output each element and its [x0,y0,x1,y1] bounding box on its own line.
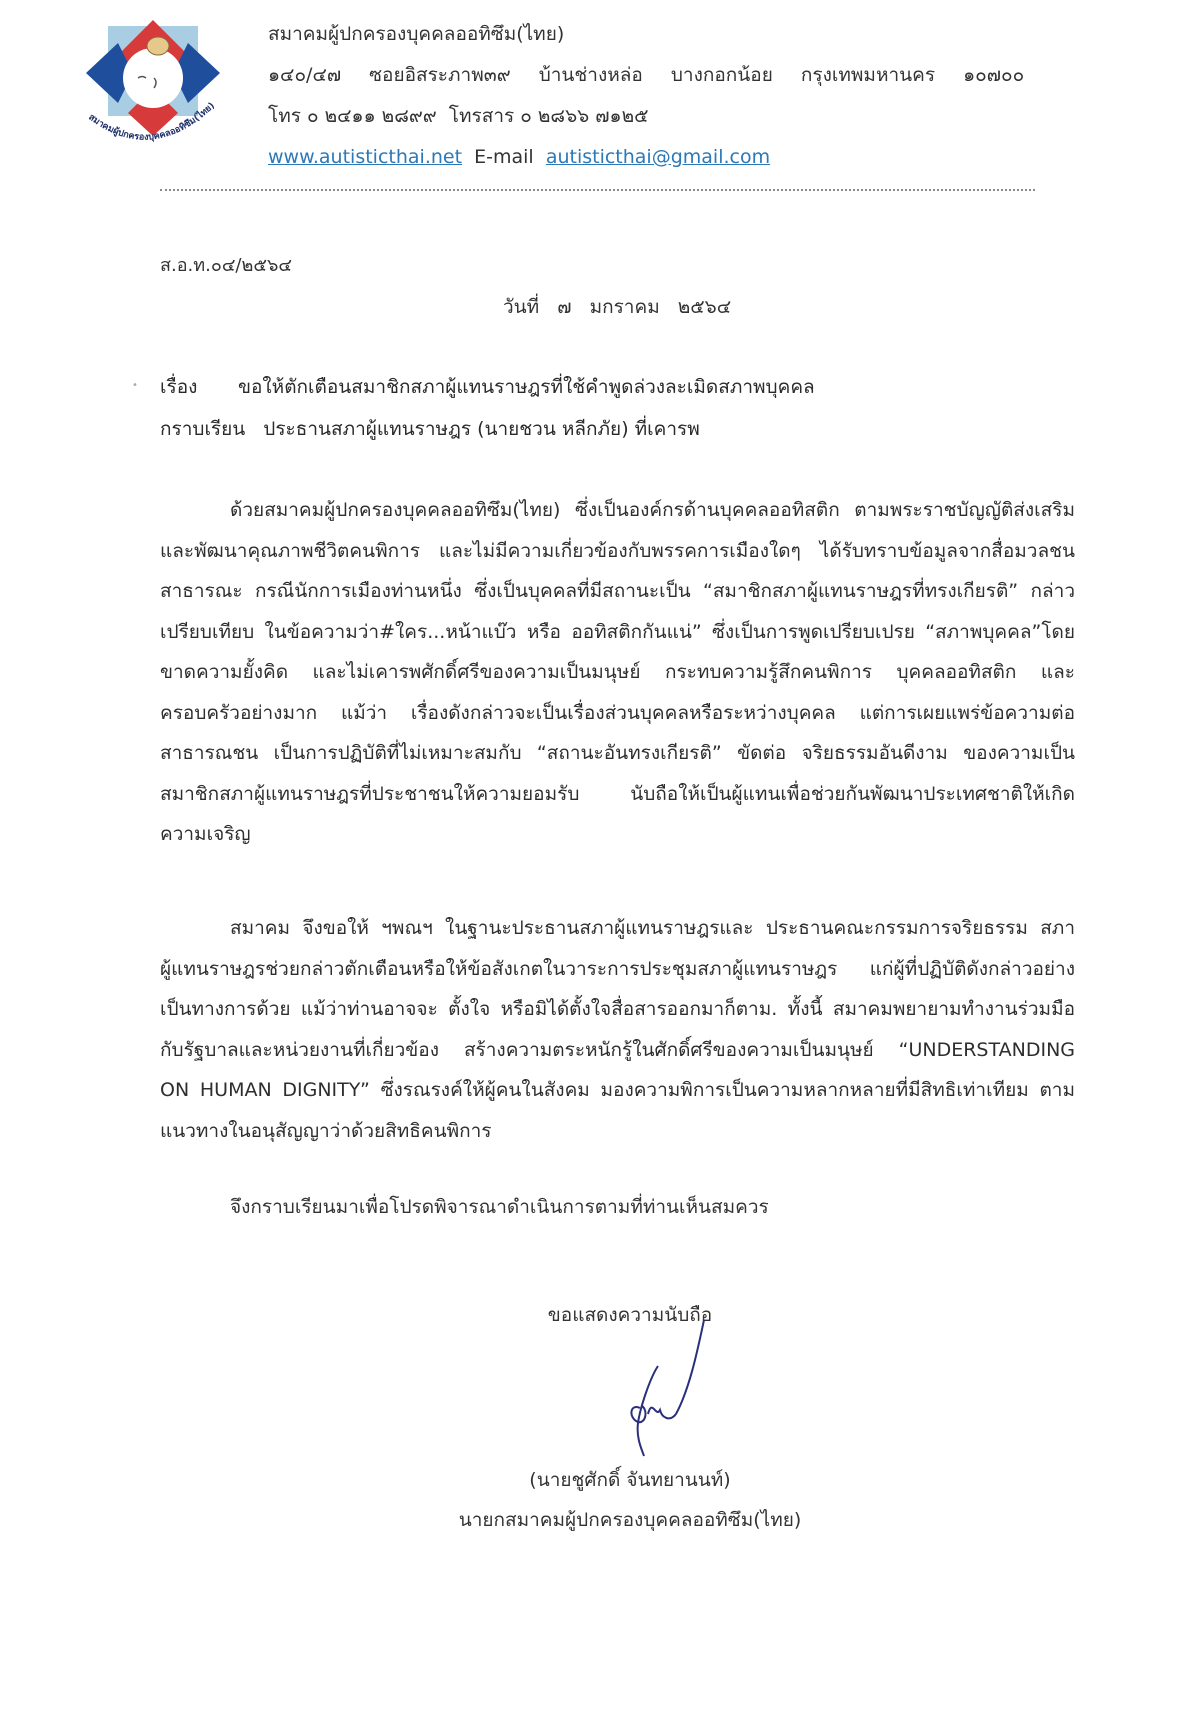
email-label: E-mail [474,146,534,168]
subject-line [160,372,815,402]
organization-address [268,55,1068,96]
paragraph-line: ผู้แทนราษฎรช่วยกล่าวตักเตือนหรือให้ข้อสังเกตในวาระการประชุมสภาผู้แทนราษฎร แก่ผู้ที่ปฏิบัติดังกล่าวอย่าง [160,957,1075,980]
paragraph-line: และพัฒนาคุณภาพชีวิตคนพิการ และไม่มีความเกี่ยวข้องกับพรรคการเมืองใดๆ ได้รับทราบข้อมูลจากสื่อมวลชน [160,539,1075,562]
subject-label: เรื่อง [160,376,198,398]
paragraph-line: กับรัฐบาลและหน่วยงานที่เกี่ยวข้อง สร้างความตระหนักรู้ในศักดิ์ศรีของความเป็นมนุษย์ “UNDERSTANDING [160,1038,1075,1061]
address-soi: ซอยอิสระภาพ๓๙ [369,64,511,86]
closing-request: จึงกราบเรียนมาเพื่อโปรดพิจารณาดำเนินการตามที่ท่านเห็นสมควร [230,1196,769,1218]
letterhead-divider [160,189,1035,191]
address-district: บางกอกน้อย [670,64,773,86]
body-paragraph-1 [160,490,1075,855]
date-day: ๗ [557,296,572,318]
paragraph-line: เปรียบเทียบ ในข้อความว่า#ใคร...หน้าแบ๊ว หรือ ออทิสติกกันแน่” ซึ่งเป็นการพูดเปรียบเปรย “สภาพบุคคล”โดย [160,620,1075,643]
address-province: กรุงเทพมหานคร [800,64,936,86]
email-link[interactable]: autisticthai@gmail.com [545,146,771,168]
fax-label: โทรสาร [448,105,515,127]
paragraph-line: สาธารณชน เป็นการปฏิบัติที่ไม่เหมาะสมกับ “สถานะอันทรงเกียรติ” ขัดต่อ จริยธรรมอันดีงาม ของความเป็น [160,742,1075,764]
fax-number: ๐ ๒๘๖๖ ๗๑๒๕ [520,105,649,127]
paragraph-line: ขาดความยั้งคิด และไม่เคารพศักดิ์ศรีของความเป็นมนุษย์ กระทบความรู้สึกคนพิการ บุคคลออทิสติก และ [160,661,1075,683]
subject-text: ขอให้ตักเตือนสมาชิกสภาผู้แทนราษฎรที่ใช้คำพูดล่วงละเมิดสภาพบุคคล [238,376,815,398]
paragraph-line: เป็นทางการด้วย แม้ว่าท่านอาจจะ ตั้งใจ หรือมิได้ตั้งใจสื่อสารออกมาก็ตาม. ทั้งนี้ สมาคมพยายามทำงานร่วมมือ [160,998,1075,1020]
handwritten-signature-icon [600,1318,710,1458]
scan-speck: • [132,380,138,391]
letter-date [503,292,743,322]
address-subdistrict: บ้านช่างหล่อ [538,64,643,86]
address-postcode: ๑๐๗๐๐ [963,64,1025,86]
salutation-label: กราบเรียน [160,418,246,440]
paragraph-line: ครอบครัวอย่างมาก แม้ว่า เรื่องดังกล่าวจะเป็นเรื่องส่วนบุคคลหรือระหว่างบุคคล แต่การเผยแพร่ข้อความต่อ [160,701,1075,724]
paragraph-line: สาธารณะ กรณีนักการเมืองท่านหนึ่ง ซึ่งเป็นบุคคลที่มีสถานะเป็น “สมาชิกสภาผู้แทนราษฎรที่ทรงเกียรติ” กล่าว [160,580,1075,602]
letterhead [268,14,1068,178]
paragraph-line: แนวทางในอนุสัญญาว่าด้วยสิทธิคนพิการ [160,1119,492,1142]
body-paragraph-2 [160,908,1075,1151]
organization-name: สมาคมผู้ปกครองบุคคลออทิซึม(ไทย) [268,23,565,45]
address-house-no: ๑๔๐/๔๗ [268,64,342,86]
salutation-line [160,414,700,444]
salutation-text: ประธานสภาผู้แทนราษฎร (นายชวน หลีกภัย) ที่เคารพ [263,418,700,440]
organization-contact-numbers [268,96,1068,137]
organization-web-contact [268,137,1068,178]
signer-name: (นายชูศักดิ์ จันทยานนท์) [529,1469,731,1491]
organization-logo [78,18,228,153]
closing-salutation: ขอแสดงความนับถือ [547,1304,713,1326]
date-month: มกราคม [589,296,660,318]
paragraph-line: ON HUMAN DIGNITY” ซึ่งรณรงค์ให้ผู้คนในสังคม มองความพิการเป็นความหลากหลายที่มีสิทธิเท่าเทียม ตาม [160,1079,1075,1101]
paragraph-line: สมาชิกสภาผู้แทนราษฎรที่ประชาชนให้ความยอมรับ นับถือให้เป็นผู้แทนเพื่อช่วยกันพัฒนาประเทศชาติให้เกิด [160,782,1075,805]
website-link[interactable]: www.autisticthai.net [268,146,463,168]
date-prefix: วันที่ [503,296,540,318]
date-year: ๒๕๖๔ [677,296,732,318]
phone-label: โทร [268,105,301,127]
paragraph-line: สมาคม จึงขอให้ ฯพณฯ ในฐานะประธานสภาผู้แทนราษฎรและ ประธานคณะกรรมการจริยธรรม สภา [230,917,1075,939]
signer-title: นายกสมาคมผู้ปกครองบุคคลออทิซึม(ไทย) [458,1509,802,1531]
autism-association-logo-icon [78,18,228,153]
paragraph-line: ด้วยสมาคมผู้ปกครองบุคคลออทิซึม(ไทย) ซึ่งเป็นองค์กรด้านบุคคลออทิสติก ตามพระราชบัญญัติส่งเสริม [230,499,1075,521]
reference-number: ส.อ.ท.๐๔/๒๕๖๔ [160,255,293,276]
paragraph-line: ความเจริญ [160,823,251,845]
phone-number: ๐ ๒๔๑๑ ๒๘๙๙ [306,105,437,127]
svg-text:สมาคมผู้ปกครองบุคคลออทิซึม(ไทย: สมาคมผู้ปกครองบุคคลออทิซึม(ไทย) [86,100,217,143]
